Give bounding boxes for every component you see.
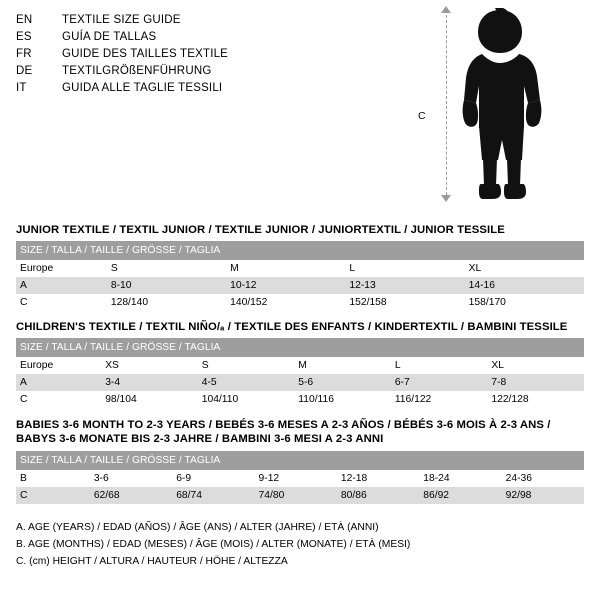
cell: XL bbox=[465, 260, 584, 277]
language-code: DE bbox=[16, 65, 33, 77]
language-title: TEXTILE SIZE GUIDE bbox=[62, 14, 181, 26]
language-row bbox=[16, 82, 228, 99]
cell: 18-24 bbox=[419, 470, 501, 487]
language-row bbox=[16, 48, 228, 65]
cell: 104/110 bbox=[198, 391, 295, 408]
cell: 62/68 bbox=[90, 487, 172, 504]
section-title: BABIES 3-6 MONTH TO 2-3 YEARS / BEBÉS 3-6 MESES A 2-3 AÑOS / BÉBÉS 3-6 MOIS À 2-3 ANS / BABYS 3-6 MONATE BIS 2-3 JAHRE / BAMBINI 3-6 MESI A 2-3 ANNI bbox=[16, 419, 551, 445]
language-code: IT bbox=[16, 82, 27, 94]
row-label: Europe bbox=[16, 357, 101, 374]
cell: XS bbox=[101, 357, 198, 374]
arrow-down-icon bbox=[441, 195, 451, 202]
language-title: GUIDE DES TAILLES TEXTILE bbox=[62, 48, 229, 60]
cell: 158/170 bbox=[465, 294, 584, 311]
cell: 152/158 bbox=[345, 294, 464, 311]
cell: 6-7 bbox=[391, 374, 488, 391]
row-label: A bbox=[16, 374, 101, 391]
language-row bbox=[16, 14, 228, 31]
cell: M bbox=[294, 357, 391, 374]
cell: 80/86 bbox=[337, 487, 419, 504]
cell: L bbox=[391, 357, 488, 374]
footnote-b: B. AGE (MONTHS) / EDAD (MESES) / ÂGE (MOIS) / ALTER (MONATE) / ETÀ (MESI) bbox=[16, 539, 411, 550]
table-header-row bbox=[16, 338, 584, 357]
table-header-row bbox=[16, 451, 584, 470]
cell: 10-12 bbox=[226, 277, 345, 294]
table-row bbox=[16, 260, 584, 277]
table-row bbox=[16, 277, 584, 294]
row-label: C bbox=[16, 487, 90, 504]
language-title: TEXTILGRÖßENFÜHRUNG bbox=[62, 65, 212, 77]
height-guide-line bbox=[446, 10, 447, 200]
row-label: C bbox=[16, 391, 101, 408]
row-label: B bbox=[16, 470, 90, 487]
cell: 86/92 bbox=[419, 487, 501, 504]
table-row bbox=[16, 357, 584, 374]
cell: 92/98 bbox=[502, 487, 584, 504]
language-code: FR bbox=[16, 48, 32, 60]
size-table-junior bbox=[16, 241, 584, 311]
footnote-a: A. AGE (YEARS) / EDAD (AÑOS) / ÂGE (ANS) / ALTER (JAHRE) / ETÀ (ANNI) bbox=[16, 522, 379, 533]
section-babies-textile bbox=[16, 418, 584, 504]
size-table-babies bbox=[16, 451, 584, 504]
row-label: A bbox=[16, 277, 107, 294]
table-row bbox=[16, 294, 584, 311]
cell: 6-9 bbox=[172, 470, 254, 487]
language-row bbox=[16, 31, 228, 48]
cell: 9-12 bbox=[255, 470, 337, 487]
cell: M bbox=[226, 260, 345, 277]
language-title: GUÍA DE TALLAS bbox=[62, 31, 157, 43]
cell: 12-18 bbox=[337, 470, 419, 487]
footnotes bbox=[16, 520, 584, 569]
cell: 14-16 bbox=[465, 277, 584, 294]
language-row bbox=[16, 65, 228, 82]
size-header-label: SIZE / TALLA / TAILLE / GRÖSSE / TAGLIA bbox=[16, 241, 584, 260]
table-row bbox=[16, 391, 584, 408]
cell: 140/152 bbox=[226, 294, 345, 311]
cell: 24-36 bbox=[502, 470, 584, 487]
cell: 5-6 bbox=[294, 374, 391, 391]
cell: 8-10 bbox=[107, 277, 226, 294]
language-title: GUIDA ALLE TAGLIE TESSILI bbox=[62, 82, 223, 94]
cell: S bbox=[198, 357, 295, 374]
cell: 116/122 bbox=[391, 391, 488, 408]
cell: 110/116 bbox=[294, 391, 391, 408]
section-title: JUNIOR TEXTILE / TEXTIL JUNIOR / TEXTILE JUNIOR / JUNIORTEXTIL / JUNIOR TESSILE bbox=[16, 224, 505, 236]
cell: 12-13 bbox=[345, 277, 464, 294]
row-label: Europe bbox=[16, 260, 107, 277]
size-header-label: SIZE / TALLA / TAILLE / GRÖSSE / TAGLIA bbox=[16, 338, 584, 357]
section-title: CHILDREN'S TEXTILE / TEXTIL NIÑO/ₐ / TEXTILE DES ENFANTS / KINDERTEXTIL / BAMBINI TESSILE bbox=[16, 321, 568, 333]
cell: 3-6 bbox=[90, 470, 172, 487]
cell: 3-4 bbox=[101, 374, 198, 391]
cell: S bbox=[107, 260, 226, 277]
figure-label-c: C bbox=[418, 110, 426, 122]
cell: 4-5 bbox=[198, 374, 295, 391]
table-row bbox=[16, 374, 584, 391]
toddler-silhouette-icon bbox=[462, 8, 582, 202]
header bbox=[16, 14, 584, 214]
cell: 98/104 bbox=[101, 391, 198, 408]
row-label: C bbox=[16, 294, 107, 311]
section-children-textile bbox=[16, 321, 584, 408]
cell: 122/128 bbox=[487, 391, 584, 408]
cell: 74/80 bbox=[255, 487, 337, 504]
table-header-row bbox=[16, 241, 584, 260]
height-measure-figure bbox=[410, 6, 590, 202]
cell: XL bbox=[487, 357, 584, 374]
size-header-label: SIZE / TALLA / TAILLE / GRÖSSE / TAGLIA bbox=[16, 451, 584, 470]
language-code: ES bbox=[16, 31, 32, 43]
arrow-up-icon bbox=[441, 6, 451, 13]
language-code: EN bbox=[16, 14, 33, 26]
cell: 128/140 bbox=[107, 294, 226, 311]
cell: 7-8 bbox=[487, 374, 584, 391]
table-row bbox=[16, 470, 584, 487]
table-row bbox=[16, 487, 584, 504]
size-table-children bbox=[16, 338, 584, 408]
footnote-c: C. (cm) HEIGHT / ALTURA / HAUTEUR / HÖHE / ALTEZZA bbox=[16, 556, 288, 567]
language-title-list bbox=[16, 14, 228, 99]
cell: 68/74 bbox=[172, 487, 254, 504]
section-junior-textile bbox=[16, 224, 584, 311]
cell: L bbox=[345, 260, 464, 277]
